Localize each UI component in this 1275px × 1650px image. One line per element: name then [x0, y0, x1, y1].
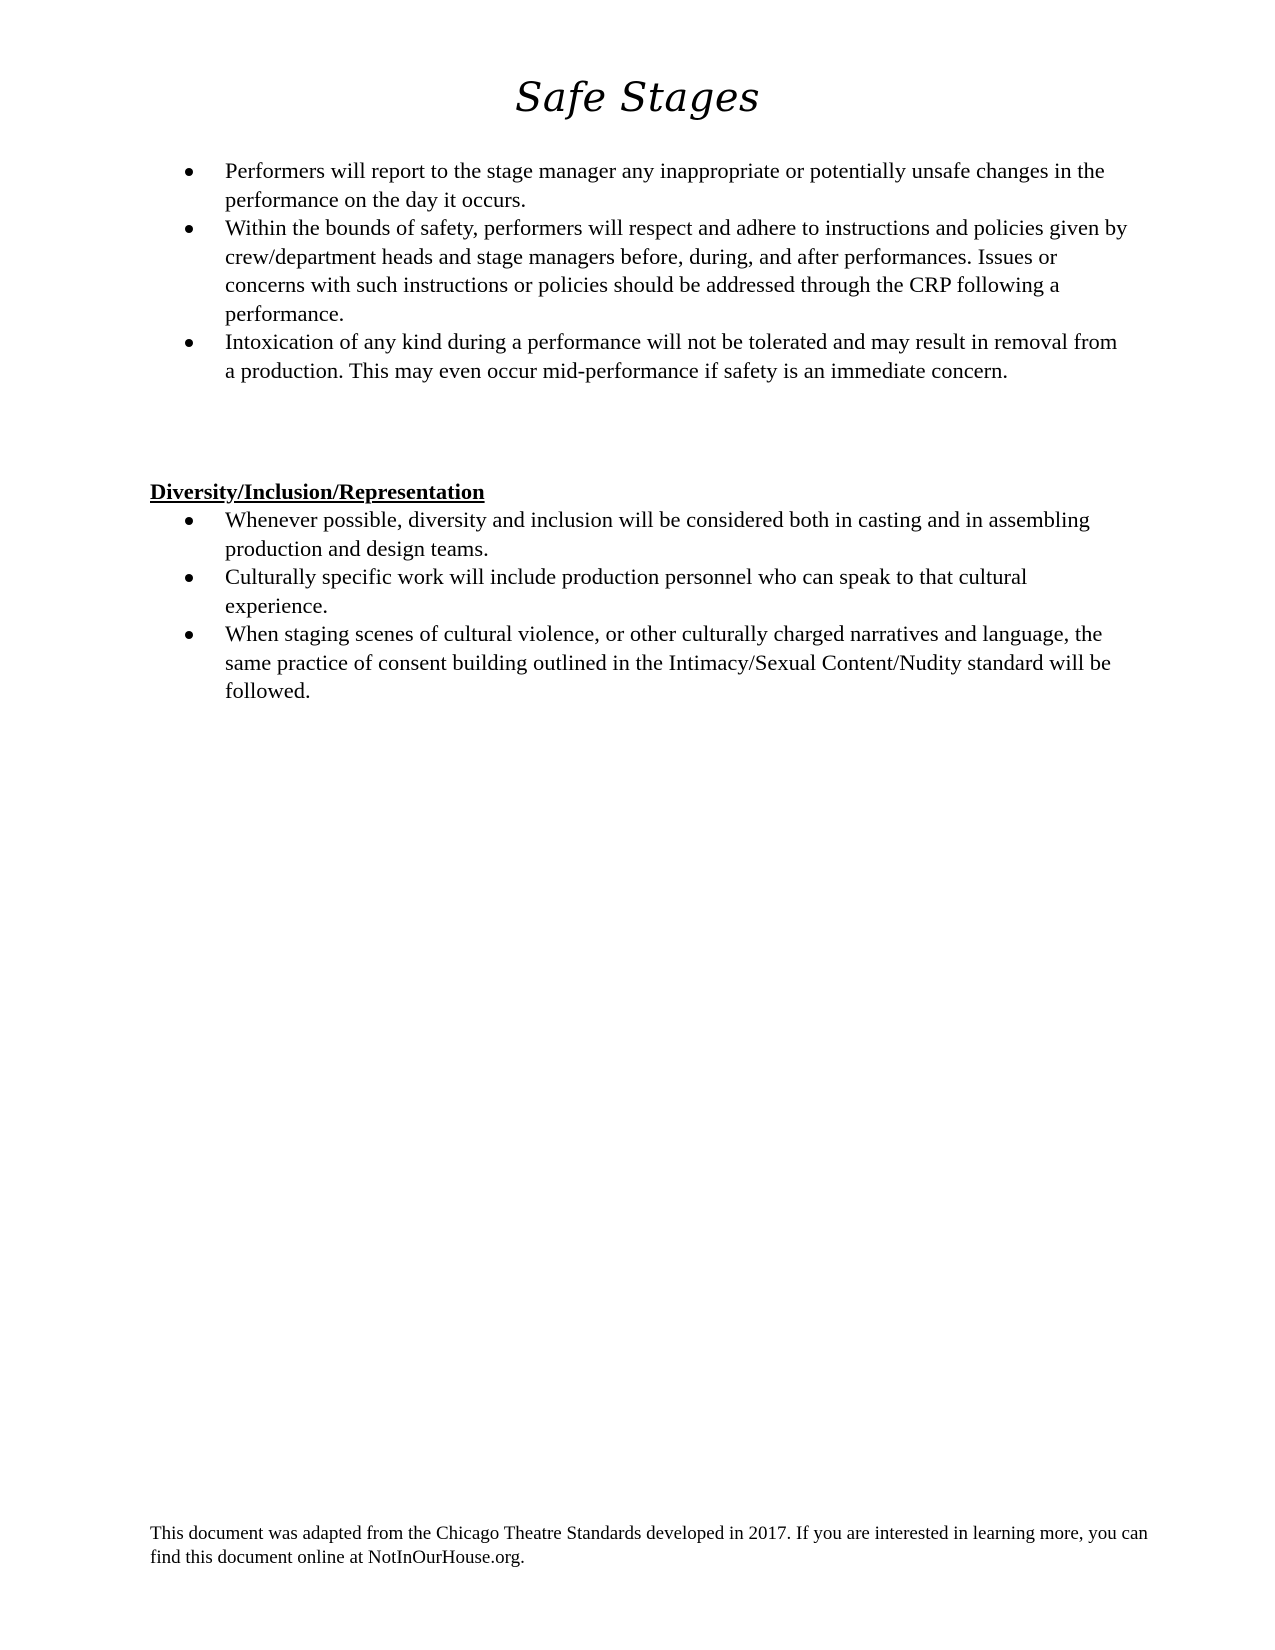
bullet-icon: [185, 631, 193, 639]
list-item: [150, 157, 1130, 214]
list-item-text: When staging scenes of cultural violence, or other culturally charged narratives and language, the same practice of consent building outlined in the Intimacy/Sexual Content/Nudity standard will be followed.: [225, 621, 1112, 703]
list-item: [150, 563, 1130, 620]
list-item: [150, 506, 1130, 563]
bullet-icon: [185, 339, 193, 347]
list-item: [150, 214, 1130, 328]
list-item: [150, 328, 1130, 385]
list-item-text: Performers will report to the stage manager any inappropriate or potentially unsafe changes in the performance on the day it occurs.: [225, 158, 1105, 212]
list-item-text: Culturally specific work will include production personnel who can speak to that cultural experience.: [225, 564, 1028, 618]
list-item: [150, 620, 1130, 706]
page-title: Safe Stages: [514, 75, 761, 121]
performance-section: [150, 157, 1130, 385]
bullet-icon: [185, 574, 193, 582]
bullet-icon: [185, 225, 193, 233]
list-item-text: Within the bounds of safety, performers will respect and adhere to instructions and policies given by crew/department heads and stage managers before, during, and after performances. Issues or concerns with such instructions or policies should be addressed through the CRP following a performance.: [225, 215, 1128, 326]
diversity-bullet-list: [150, 506, 1130, 706]
diversity-section: [150, 478, 1130, 706]
list-item-text: Whenever possible, diversity and inclusion will be considered both in casting and in assembling production and design teams.: [225, 507, 1090, 561]
footer-note: This document was adapted from the Chicago Theatre Standards developed in 2017. If you are interested in learning more, you can find this document online at NotInOurHouse.org.: [150, 1523, 1148, 1568]
diversity-heading: Diversity/Inclusion/Representation: [150, 479, 485, 504]
list-item-text: Intoxication of any kind during a performance will not be tolerated and may result in removal from a production. This may even occur mid-performance if safety is an immediate concern.: [225, 329, 1118, 383]
bullet-icon: [185, 517, 193, 525]
bullet-icon: [185, 168, 193, 176]
performance-bullet-list: [150, 157, 1130, 385]
